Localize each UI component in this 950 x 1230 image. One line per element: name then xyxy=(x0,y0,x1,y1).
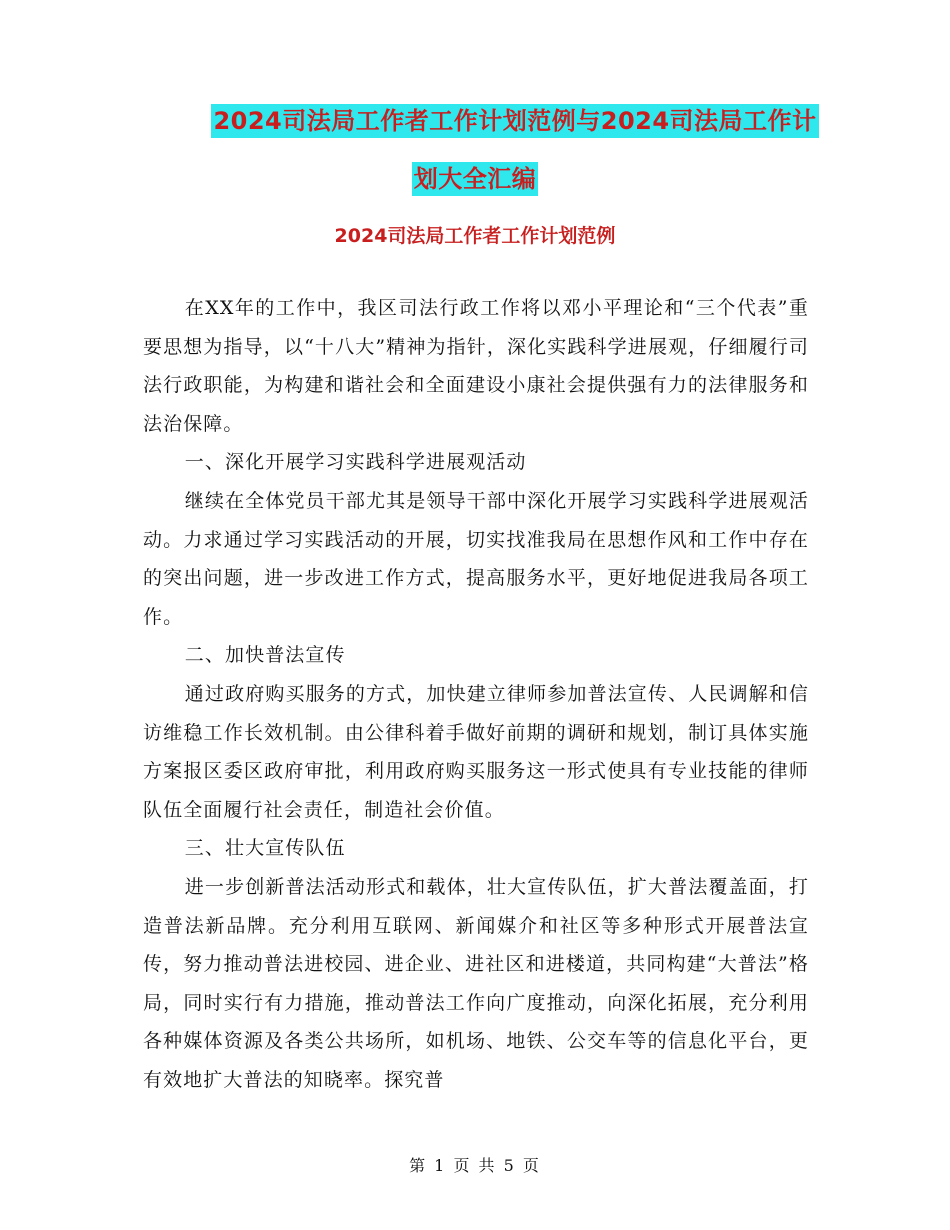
section-heading: 一、深化开展学习实践科学进展观活动 xyxy=(184,451,527,474)
section-title: 2024司法局工作者工作计划范例 xyxy=(334,225,616,247)
title-line-2: 划大全汇编 xyxy=(412,162,539,196)
paragraph: 进一步创新普法活动形式和载体，壮大宣传队伍，扩大普法覆盖面，打造普法新品牌。充分利用互联网、新闻媒介和社区等多种形式开展普法宣传，努力推动普法进校园、进企业、进社区和进楼道，共同构建“大普法”格局，同时实行有力措施，推动普法工作向广度推动，向深化拓展，充分利用各种媒体资源及各类公共场所，如机场、地铁、公交车等的信息化平台，更有效地扩大普法的知晓率。探究普 xyxy=(143,875,809,1091)
paragraph: 继续在全体党员干部尤其是领导干部中深化开展学习实践科学进展观活动。力求通过学习实践活动的开展，切实找准我局在思想作风和工作中存在的突出问题，进一步改进工作方式，提高服务水平，更好地促进我局各项工作。 xyxy=(143,489,809,628)
paragraph: 通过政府购买服务的方式，加快建立律师参加普法宣传、人民调解和信访维稳工作长效机制。由公律科着手做好前期的调研和规划，制订具体实施方案报区委区政府审批，利用政府购买服务这一形式使具有专业技能的律师队伍全面履行社会责任，制造社会价值。 xyxy=(143,682,809,821)
document-title xyxy=(0,104,950,220)
page-number-footer: 第 1 页 共 5 页 xyxy=(409,1156,541,1175)
paragraph: 在XX年的工作中，我区司法行政工作将以邓小平理论和“三个代表”重要思想为指导，以“十八大”精神为指针，深化实践科学进展观，仔细履行司法行政职能，为构建和谐社会和全面建设小康社会提供强有力的法律服务和法治保障。 xyxy=(143,297,809,435)
body-text xyxy=(143,289,809,1099)
title-line-1: 2024司法局工作者工作计划范例与2024司法局工作计 xyxy=(211,104,818,138)
section-heading: 二、加快普法宣传 xyxy=(184,644,346,667)
section-heading: 三、壮大宣传队伍 xyxy=(184,837,346,860)
